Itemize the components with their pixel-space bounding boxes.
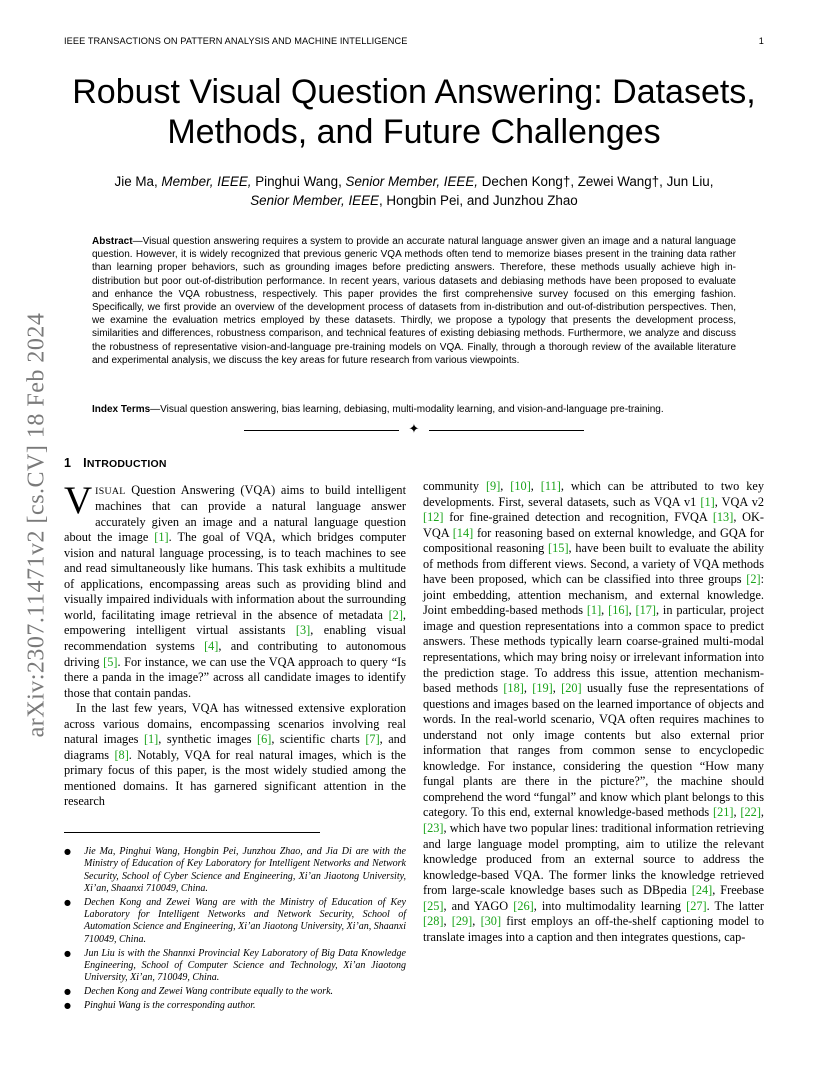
body-text: : joint embedding, attention mechanism, and external knowledge. Joint embedding-based methods — [423, 572, 764, 618]
citation-link[interactable]: [5] — [103, 654, 118, 669]
body-text: , — [733, 805, 741, 820]
body-text: , into multimodality learning — [533, 898, 687, 913]
body-text: , in particular, project image and question representations into a common space to predict answers. These methods typically learn coarse-grained multi-modal representations, which may bring noisy or irrelevant information into the prediction stage. To address this issue, attention mechanism-based methods — [423, 603, 764, 696]
body-text: , VQA v2 — [714, 494, 764, 509]
citation-link[interactable]: [1] — [700, 494, 715, 509]
citation-link[interactable]: [26] — [513, 898, 534, 913]
citation-link[interactable]: [16] — [608, 603, 629, 618]
footnote-list — [64, 846, 406, 1012]
title-line-2: Methods, and Future Challenges — [167, 113, 661, 151]
index-terms — [92, 403, 736, 416]
body-text: usually fuse the representations of questions and images based on the learned importance of objects and words. In the real-world scenario, VQA often requires machines to understand not only image contents but also external prior information that ranges from common sense to encyclopedic knowledge. For instance, considering the question “How many fungal plants are there in the picture?”, the machine should comprehend the word “fungal” and know which plant belongs to this category. To this end, external knowledge-based methods — [423, 681, 764, 820]
citation-link[interactable]: [30] — [480, 914, 502, 929]
body-text: , — [443, 914, 452, 929]
citation-link[interactable]: [1] — [143, 732, 159, 747]
section-heading — [64, 456, 406, 473]
citation-link[interactable]: [23] — [423, 821, 444, 836]
body-text: for fine-grained detection and recognition, FVQA — [443, 510, 713, 525]
author-line-1 — [70, 172, 758, 191]
footnote-text: Dechen Kong and Zewei Wang are with the Ministry of Education of Key Laboratory for Intelligent Networks and Network Security, School of Automation Science and Engineering, Xi’an Jiaotong University, Xi’an, Shaanxi 710049, China. — [84, 896, 406, 945]
body-text: , Freebase — [712, 883, 764, 898]
footnote-rule — [64, 832, 320, 833]
citation-link[interactable]: [9] — [485, 479, 501, 493]
citation-link[interactable]: [7] — [365, 732, 380, 747]
citation-link[interactable]: [20] — [561, 681, 582, 696]
journal-name: IEEE TRANSACTIONS ON PATTERN ANALYSIS AND MACHINE INTELLIGENCE — [64, 36, 408, 46]
citation-link[interactable]: [3] — [295, 623, 311, 638]
citation-link[interactable]: [2] — [388, 607, 403, 622]
citation-link[interactable]: [18] — [503, 681, 524, 696]
page-number: 1 — [758, 36, 764, 46]
citation-link[interactable]: [11] — [540, 479, 561, 493]
citation-link[interactable]: [22] — [740, 805, 761, 820]
paragraph — [423, 479, 764, 945]
body-text: . Notably, VQA for real natural images, which is the primary focus of this paper, is the most widely studied among the mentioned domains. It has garnered significant attention in the research — [64, 747, 406, 809]
footnote-item — [64, 948, 406, 985]
body-text: for reasoning based on external knowledge, and GQA for compositional reasoning — [423, 525, 764, 556]
body-text: , — [530, 479, 541, 493]
body-text: first employs an off-the-shelf captioning model to translate images into a caption and then integrates questions, cap- — [423, 914, 764, 944]
footnote-item — [64, 897, 406, 946]
body-text: . For instance, we can use the VQA approach to query “Is there a panda in the image?” across all candidate images to identify those that contain pandas. — [64, 654, 406, 700]
running-header — [64, 36, 764, 46]
body-text: , — [552, 681, 562, 696]
citation-link[interactable]: [10] — [510, 479, 531, 493]
body-text: , — [523, 681, 533, 696]
body-text: , which can be attributed to two key developments. First, several datasets, such as VQA v1 — [423, 479, 764, 509]
drop-cap: V — [64, 478, 93, 522]
bullet-icon: ● — [64, 948, 71, 958]
citation-link[interactable]: [15] — [548, 541, 569, 556]
author-role: Senior Member, IEEE — [250, 193, 379, 208]
bullet-icon: ● — [64, 897, 71, 907]
body-column-left — [64, 456, 406, 810]
body-text: , — [760, 805, 764, 820]
divider-line-left — [244, 430, 399, 431]
footnotes — [64, 846, 406, 1014]
body-text: , which have two popular lines: traditional information retrieving and large language model prompting, aim to utilize the relevant knowledge produced from an external source to address the knowledge-based VQA. The former links the knowledge retrieved from large-scale knowledge bases such as DBpedia — [423, 821, 764, 898]
body-text: , scientific charts — [271, 732, 366, 747]
body-text: Question Answering (VQA) aims to build intelligent machines that can provide a natural language answer accurately given an image and a natural language question about the image — [64, 482, 406, 545]
body-text: , have been built to evaluate the ability of methods from different views. Second, a variety of VQA methods have been proposed, which can be classified into three groups — [423, 541, 764, 587]
citation-link[interactable]: [28] — [423, 914, 444, 929]
section-title-rest: NTRODUCTION — [86, 458, 167, 470]
body-text: . The latter — [706, 898, 764, 913]
body-text: , empowering intelligent virtual assistants — [64, 607, 406, 638]
footnote-text: Jun Liu is with the Shannxi Provincial Key Laboratory of Big Data Knowledge Engineering, School of Computer Science and Technology, Xi’an Jiaotong University, Xi’an, 710049, China. — [84, 947, 406, 984]
author-list — [70, 172, 758, 210]
citation-link[interactable]: [21] — [713, 805, 734, 820]
section-title-initial: I — [83, 456, 87, 470]
footnote-item — [64, 1000, 406, 1012]
body-text: , and diagrams — [64, 732, 406, 762]
index-terms-text: —Visual question answering, bias learning, debiasing, multi-modality learning, and vision-and-language pre-training. — [150, 404, 664, 415]
section-divider — [244, 422, 584, 437]
citation-link[interactable]: [8] — [114, 747, 129, 762]
body-text: , OK-VQA — [423, 510, 764, 540]
body-text: community — [423, 479, 486, 493]
citation-link[interactable]: [2] — [746, 572, 761, 587]
arxiv-stamp-text: arXiv:2307.11471v2 [cs.CV] 18 Feb 2024 — [23, 312, 50, 738]
body-text: . The goal of VQA, which bridges computer vision and natural language processing, is to teach machines to see and read simultaneously like humans. This task exhibits a multitude of applications, encompassing areas such as providing blind and visually impaired individuals with information about the surrounding world, facilitating image retrieval in the absence of metadata — [64, 530, 406, 622]
bullet-icon: ● — [64, 847, 71, 856]
footnote-text: Jie Ma, Pinghui Wang, Hongbin Pei, Junzhou Zhao, and Jia Di are with the Ministry of Education of Key Laboratory for Intelligent Networks and Network Security, School of Cyber Science and Engineering, Xi’an Jiaotong University, Xi’an, Shaanxi 710049, China. — [84, 846, 406, 894]
body-text: , — [500, 479, 511, 493]
body-text: , synthetic images — [158, 732, 258, 747]
author-text: Dechen Kong†, Zewei Wang†, Jun Liu, — [478, 174, 714, 189]
footnote-item — [64, 986, 406, 998]
citation-link[interactable]: [24] — [691, 883, 713, 898]
body-text: , and YAGO — [443, 898, 514, 913]
divider-line-right — [429, 430, 584, 431]
body-text: , enabling visual recommendation systems — [64, 623, 406, 654]
body-text: , and contributing to autonomous driving — [64, 639, 406, 669]
abstract-label: Abstract — [92, 236, 133, 247]
citation-link[interactable]: [27] — [686, 898, 707, 913]
paper-title — [60, 72, 768, 152]
author-text: , Hongbin Pei, and Junzhou Zhao — [378, 193, 578, 208]
divider-star-icon: ✦ — [408, 422, 420, 437]
abstract-text: —Visual question answering requires a system to provide an accurate natural language answer given an image and a natural language question. However, it is widely recognized that previous generic VQA methods often tend to memorize biases present in the training data rather than learning proper behaviors, such as grounding images before predicting answers. Therefore, these methods usually achieve high in-distribution but poor out-of-distribution performance. In recent years, various datasets and debiasing methods have been proposed to evaluate and enhance the VQA robustness, respectively. This paper provides the first comprehensive survey focused on this emerging fashion. Specifically, we first provide an overview of the development process of datasets from in-distribution and out-of-distribution perspectives. Then, we examine the evaluation metrics employed by these datasets. Thirdly, we propose a typology that presents the development process, similarities and differences, robustness comparison, and technical features of existing debiasing methods. Furthermore, we analyze and discuss the robustness of representative vision-and-language pre-training models on VQA. Finally, through a thorough review of the available literature and experimental analysis, we discuss the key areas for future research from various viewpoints. — [92, 236, 736, 366]
small-caps-word: ISUAL — [95, 485, 126, 497]
body-text: , — [601, 603, 609, 618]
abstract — [92, 235, 736, 367]
author-text: Jie Ma, — [114, 174, 162, 189]
body-text: In the last few years, VQA has witnessed extensive exploration across various domains, encompassing scenarios involving real natural images — [64, 701, 406, 747]
author-line-2 — [70, 191, 758, 210]
body-column-right — [423, 479, 764, 945]
citation-link[interactable]: [12] — [423, 510, 444, 525]
section-number: 1 — [64, 456, 72, 470]
index-terms-label: Index Terms — [92, 404, 151, 415]
footnote-item — [64, 846, 406, 895]
arxiv-stamp — [22, 290, 52, 760]
author-role: Member, IEEE, — [161, 174, 252, 189]
body-text: , — [628, 603, 636, 618]
citation-link[interactable]: [6] — [257, 732, 272, 747]
citation-link[interactable]: [29] — [451, 914, 473, 929]
citation-link[interactable]: [1] — [586, 603, 602, 618]
citation-link[interactable]: [17] — [635, 603, 657, 618]
footnote-text: Dechen Kong and Zewei Wang contribute equally to the work. — [84, 986, 334, 998]
citation-link[interactable]: [19] — [532, 681, 553, 696]
citation-link[interactable]: [4] — [204, 639, 219, 654]
bullet-icon: ● — [64, 1000, 71, 1010]
footnote-text: Pinghui Wang is the corresponding author. — [84, 999, 256, 1011]
title-line-1: Robust Visual Question Answering: Datasets, — [72, 73, 756, 111]
body-text: , — [472, 914, 481, 929]
paragraph — [64, 701, 406, 810]
bullet-icon: ● — [64, 987, 71, 997]
author-role: Senior Member, IEEE, — [345, 174, 478, 189]
citation-link[interactable]: [13] — [712, 510, 734, 525]
paragraph — [64, 478, 406, 702]
author-text: Pinghui Wang, — [251, 174, 346, 189]
citation-link[interactable]: [14] — [452, 525, 474, 540]
citation-link[interactable]: [25] — [423, 898, 444, 913]
citation-link[interactable]: [1] — [154, 530, 169, 545]
